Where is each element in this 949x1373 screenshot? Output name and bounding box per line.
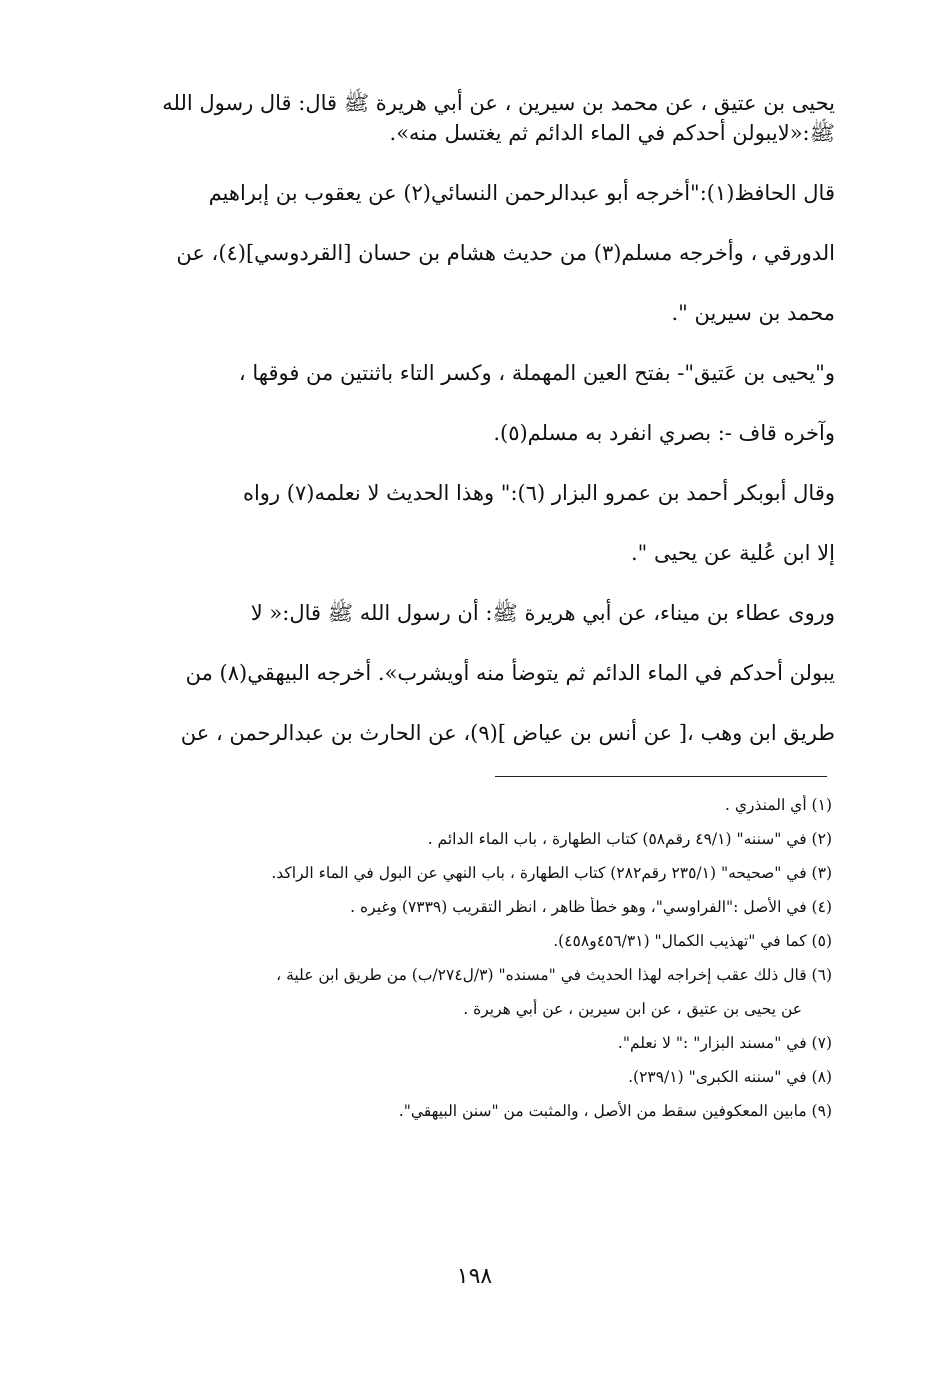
text-line: وآخره قاف -: بصري انفرد به مسلم(٥). <box>493 421 835 445</box>
text-line: ﷺ:«لايبولن أحدكم في الماء الدائم ثم يغتسل منه». <box>389 121 835 145</box>
footnote: (٧) في "مسند البزار" :" لا نعلم". <box>617 1034 832 1052</box>
paragraph-gap <box>112 628 835 658</box>
text-line: وروى عطاء بن ميناء، عن أبي هريرة ﷺ: أن رسول الله ﷺ قال:« لا <box>250 601 835 625</box>
text-line: قال الحافظ(١):"أخرجه أبو عبدالرحمن النسائي(٢) عن يعقوب بن إبراهيم <box>208 181 835 205</box>
footnote: (٥) كما في "تهذيب الكمال" (٤٥٦/٣١و٤٥٨). <box>553 932 832 950</box>
page-number: ١٩٨ <box>456 1264 493 1289</box>
main-text <box>112 88 835 748</box>
paragraph-gap <box>112 508 835 538</box>
footnote: (٣) في "صحيحه" (٢٣٥/١ رقم٢٨٢) كتاب الطهارة ، باب النهي عن البول في الماء الراكد. <box>271 864 832 882</box>
footnote: (١) أي المنذري . <box>724 796 832 814</box>
footnotes <box>112 795 832 1135</box>
text-line: و"يحيى بن عَتيق"- بفتح العين المهملة ، وكسر التاء باثنتين من فوقها ، <box>238 361 835 385</box>
paragraph-gap <box>112 328 835 358</box>
paragraph-gap <box>112 388 835 418</box>
text-line: يبولن أحدكم في الماء الدائم ثم يتوضأ منه أويشرب». أخرجه البيهقي(٨) من <box>185 661 835 685</box>
paragraph-gap <box>112 148 835 178</box>
paragraph-gap <box>112 448 835 478</box>
paragraph-gap <box>112 268 835 298</box>
footnote: (٨) في "سننه الكبرى" (٢٣٩/١). <box>628 1068 832 1086</box>
text-line: الدورقي ، وأخرجه مسلم(٣) من حديث هشام بن حسان [القردوسي](٤)، عن <box>176 241 835 265</box>
text-line: طريق ابن وهب ،[ عن أنس بن عياض ](٩)، عن الحارث بن عبدالرحمن ، عن <box>180 721 835 745</box>
paragraph-gap <box>112 208 835 238</box>
paragraph-gap <box>112 568 835 598</box>
footnote: (٢) في "سننه" (٤٩/١ رقم٥٨) كتاب الطهارة ، باب الماء الدائم . <box>427 830 832 848</box>
text-line: إلا ابن عُلية عن يحيى ". <box>630 541 835 565</box>
footnote: (٦) قال ذلك عقب إخراجه لهذا الحديث في "مسنده" (٣/ل٢٧٤/ب) من طريق ابن علية ، <box>276 966 832 984</box>
text-line: وقال أبوبكر أحمد بن عمرو البزار (٦):" وهذا الحديث لا نعلمه(٧) رواه <box>242 481 835 505</box>
footnote: (٤) في الأصل :"الفراوسي"، وهو خطأ ظاهر ، انظر التقريب (٧٣٣٩) وغيره . <box>350 898 832 916</box>
text-line: محمد بن سيرين ". <box>671 301 835 325</box>
text-line: يحيى بن عتيق ، عن محمد بن سيرين ، عن أبي هريرة ﷺ قال: قال رسول الله <box>162 91 835 115</box>
footnote: (٩) مابين المعكوفين سقط من الأصل ، والمثبت من "سنن البيهقي". <box>398 1102 832 1120</box>
footnote-continuation: عن يحيى بن عتيق ، عن ابن سيرين ، عن أبي هريرة . <box>463 1000 802 1018</box>
footnote-separator <box>495 776 827 777</box>
paragraph-gap <box>112 688 835 718</box>
